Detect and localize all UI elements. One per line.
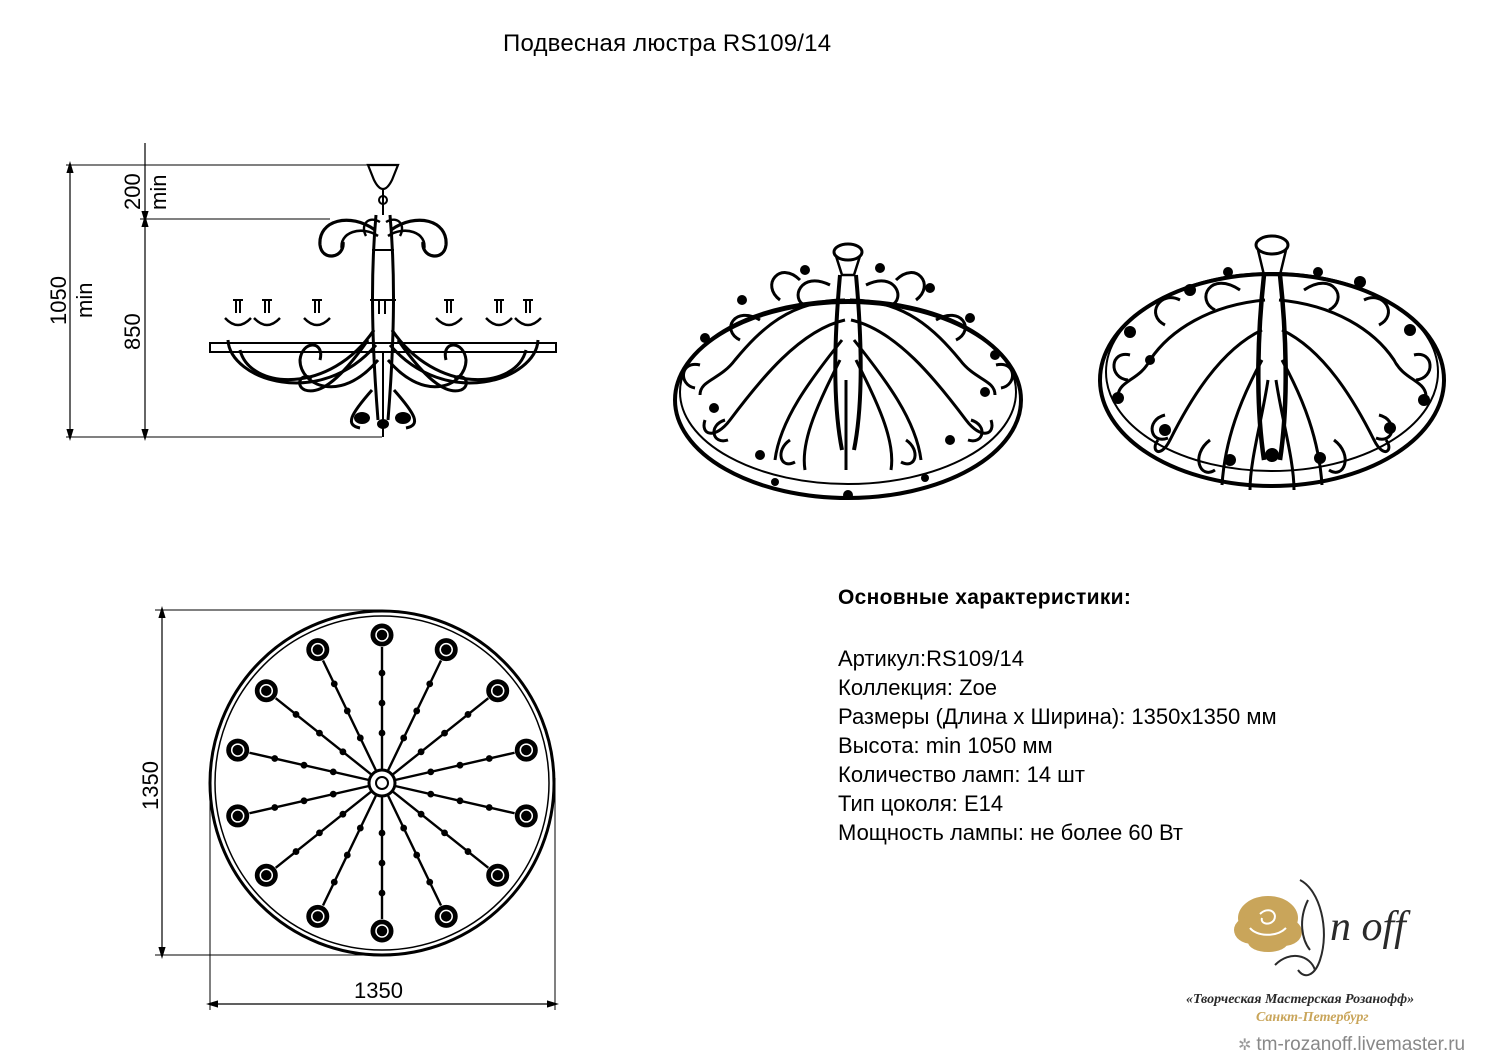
plan-spoke-joint	[401, 826, 405, 830]
plan-spoke-joint	[331, 770, 335, 774]
plan-spoke-joint	[332, 682, 336, 686]
spec-article: Артикул:RS109/14	[838, 646, 1024, 671]
logo-city: Санкт-Петербург	[1256, 1010, 1369, 1025]
plan-rosette	[515, 739, 537, 761]
plan-spoke-joint	[442, 731, 446, 735]
plan-spoke-joint	[487, 756, 491, 760]
plan-spoke-joint	[317, 731, 321, 735]
plan-spoke-joint	[466, 712, 470, 716]
logo-site	[1238, 1034, 1465, 1056]
dim-plan-height: 1350	[138, 761, 163, 810]
plan-spoke-joint	[442, 831, 446, 835]
plan-rosette	[435, 639, 457, 661]
plan-spoke-joint	[273, 805, 277, 809]
plan-spoke-joint	[345, 709, 349, 713]
plan-spoke-joint	[331, 792, 335, 796]
plan-spoke-joint	[419, 750, 423, 754]
plan-rosette	[255, 680, 277, 702]
spec-lamp-power: Мощность лампы: не более 60 Вт	[838, 820, 1183, 845]
logo-script: n off	[1330, 904, 1406, 950]
plan-rosette	[487, 864, 509, 886]
plan-spoke-joint	[466, 849, 470, 853]
plan-rosette	[371, 920, 393, 942]
plan-spoke-joint	[302, 763, 306, 767]
specs-panel	[838, 586, 1277, 847]
plan-view	[155, 610, 555, 1010]
plan-spoke-joint	[332, 880, 336, 884]
spec-lamp-count: Количество ламп: 14 шт	[838, 762, 1085, 787]
plan-rosette	[227, 739, 249, 761]
plan-spoke-joint	[428, 880, 432, 884]
spec-dimensions: Размеры (Длина х Ширина): 1350х1350 мм	[838, 704, 1277, 729]
plan-rosette	[307, 905, 329, 927]
plan-spoke-joint	[487, 805, 491, 809]
plan-spoke-joint	[380, 701, 384, 705]
spec-socket-type: Тип цоколя: E14	[838, 791, 1004, 816]
plan-spoke-joint	[380, 831, 384, 835]
site-gear-icon: ✲	[1238, 1037, 1252, 1054]
plan-rosette	[255, 864, 277, 886]
spec-collection: Коллекция: Zoe	[838, 675, 998, 700]
plan-spoke-joint	[341, 750, 345, 754]
dim-plan-width: 1350	[354, 978, 403, 1003]
plan-spoke	[388, 796, 441, 906]
specs-heading: Основные характеристики:	[838, 586, 1132, 609]
plan-spoke-joint	[428, 682, 432, 686]
company-logo	[1180, 870, 1480, 1060]
plan-spoke-joint	[429, 770, 433, 774]
plan-spoke-joint	[415, 853, 419, 857]
plan-spoke-joint	[380, 671, 384, 675]
plan-rosette	[227, 805, 249, 827]
plan-spoke-joint	[294, 712, 298, 716]
drawing-title: Подвесная люстра RS109/14	[503, 30, 832, 57]
plan-spoke-joint	[458, 763, 462, 767]
perspective-view-2	[1100, 236, 1444, 490]
plan-spoke-joint	[302, 799, 306, 803]
plan-spoke	[388, 660, 441, 770]
plan-spoke-joint	[458, 799, 462, 803]
plan-rosette	[487, 680, 509, 702]
plan-spoke	[323, 660, 376, 770]
dim-chain-length: 200	[120, 173, 145, 210]
plan-spoke-joint	[429, 792, 433, 796]
side-dimension-labels	[46, 173, 171, 350]
plan-spoke-joint	[419, 812, 423, 816]
dim-total-height-note: min	[72, 282, 97, 318]
plan-rosette	[435, 905, 457, 927]
plan-spoke-joint	[358, 826, 362, 830]
plan-spokes	[249, 647, 514, 919]
plan-spoke-joint	[273, 756, 277, 760]
perspective-view-1	[675, 244, 1021, 500]
logo-brand: «Творческая Мастерская Розанофф»	[1186, 992, 1415, 1007]
spec-height: Высота: min 1050 мм	[838, 733, 1053, 758]
plan-spoke-joint	[415, 709, 419, 713]
plan-spoke-joint	[380, 861, 384, 865]
plan-spoke-joint	[345, 853, 349, 857]
dim-chain-note: min	[146, 174, 171, 210]
plan-spoke-joint	[380, 891, 384, 895]
plan-spoke-joint	[341, 812, 345, 816]
plan-rosette	[307, 639, 329, 661]
plan-spoke-joint	[358, 736, 362, 740]
plan-spoke-joint	[380, 731, 384, 735]
plan-spoke	[323, 796, 376, 906]
plan-rosette	[371, 624, 393, 646]
logo-site-text: tm-rozanoff.livemaster.ru	[1256, 1034, 1466, 1055]
dim-body-height: 850	[120, 313, 145, 350]
plan-rosette	[515, 805, 537, 827]
plan-spoke-joint	[294, 849, 298, 853]
plan-spoke-joint	[401, 736, 405, 740]
rose-logo-icon	[1180, 870, 1480, 990]
dim-total-height: 1050	[46, 276, 71, 325]
plan-spoke-joint	[317, 831, 321, 835]
